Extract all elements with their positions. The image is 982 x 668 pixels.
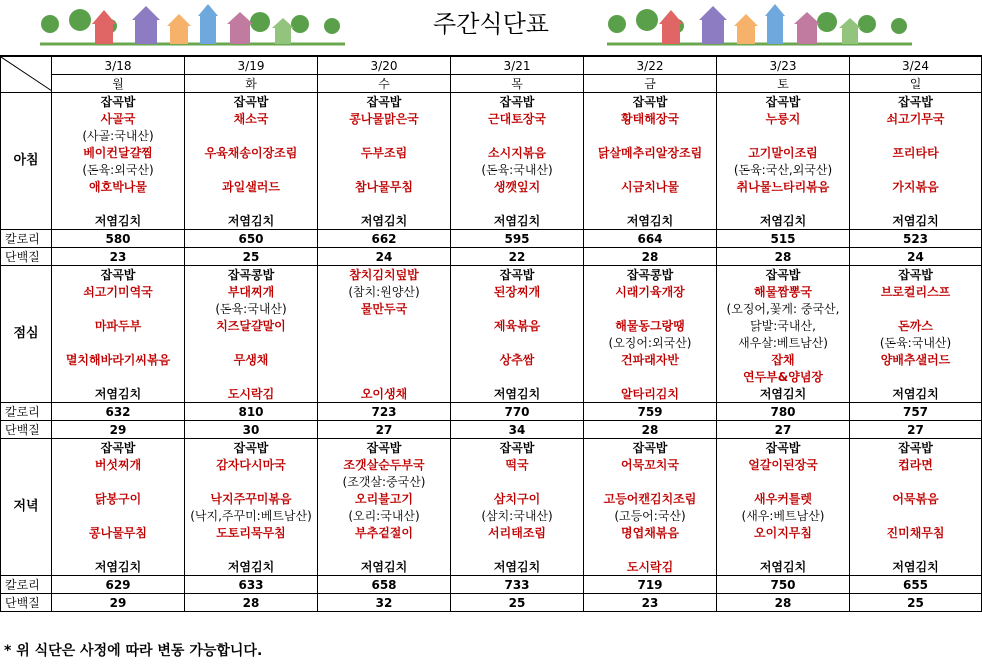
menu-item: 버섯찌개 [52, 456, 185, 473]
menu-item: 저염김치 [318, 558, 451, 576]
menu-item: 참나물무침 [318, 178, 451, 195]
menu-item: 새우살:베트남산) [717, 334, 850, 351]
menu-item: 누룽지 [717, 110, 850, 127]
menu-item: 잡곡밥 [850, 266, 982, 284]
menu-item: 알타리김치 [584, 385, 717, 403]
menu-item: 물만두국 [318, 300, 451, 317]
protein-value: 24 [850, 248, 982, 266]
menu-item [850, 127, 982, 144]
menu-item: 무생채 [185, 351, 318, 368]
menu-item: 사골국 [52, 110, 185, 127]
calorie-value: 757 [850, 403, 982, 421]
menu-item: 닭살메추리알장조림 [584, 144, 717, 161]
menu-item: 저염김치 [850, 558, 982, 576]
menu-item: 오이지무침 [717, 524, 850, 541]
menu-item: (오리:국내산) [318, 507, 451, 524]
menu-item: 저염김치 [717, 558, 850, 576]
day-header: 일 [850, 75, 982, 93]
menu-item: 잡곡밥 [318, 93, 451, 111]
calorie-label: 칼로리 [1, 230, 52, 248]
menu-item [185, 127, 318, 144]
menu-item [717, 473, 850, 490]
protein-value: 24 [318, 248, 451, 266]
menu-item [850, 368, 982, 385]
day-header: 수 [318, 75, 451, 93]
menu-item: 잡곡밥 [52, 439, 185, 457]
village-decoration-right [607, 2, 912, 48]
menu-item [52, 541, 185, 558]
calorie-value: 515 [717, 230, 850, 248]
menu-item: 잡곡밥 [717, 439, 850, 457]
menu-item [185, 334, 318, 351]
menu-item: 도시락김 [185, 385, 318, 403]
menu-item [584, 195, 717, 212]
menu-item: 제육볶음 [451, 317, 584, 334]
menu-item [584, 300, 717, 317]
menu-item [717, 127, 850, 144]
calorie-label: 칼로리 [1, 403, 52, 421]
header [0, 0, 982, 55]
date-header: 3/23 [717, 56, 850, 75]
menu-item: 잡곡콩밥 [185, 266, 318, 284]
menu-item [584, 127, 717, 144]
day-header: 금 [584, 75, 717, 93]
menu-item: (낙지,주꾸미:베트남산) [185, 507, 318, 524]
menu-item [451, 300, 584, 317]
menu-item: 잡곡밥 [584, 93, 717, 111]
menu-item: 잡곡밥 [52, 266, 185, 284]
menu-item: 저염김치 [52, 212, 185, 230]
menu-item: 감자다시마국 [185, 456, 318, 473]
menu-item: 진미채무침 [850, 524, 982, 541]
menu-item: 멸치해바라기씨볶음 [52, 351, 185, 368]
menu-item: 잡곡밥 [185, 93, 318, 111]
date-header: 3/24 [850, 56, 982, 75]
menu-item: 소시지볶음 [451, 144, 584, 161]
menu-item [52, 473, 185, 490]
date-header: 3/21 [451, 56, 584, 75]
menu-item [451, 368, 584, 385]
menu-item: 잡곡밥 [451, 266, 584, 284]
protein-value: 32 [318, 594, 451, 612]
menu-item [52, 195, 185, 212]
menu-item: 저염김치 [52, 385, 185, 403]
protein-value: 22 [451, 248, 584, 266]
menu-item: 잡곡밥 [451, 439, 584, 457]
menu-item [451, 127, 584, 144]
meal-label-lunch: 점심 [1, 266, 52, 403]
menu-item: 저염김치 [451, 385, 584, 403]
menu-item: 브로컬리스프 [850, 283, 982, 300]
menu-item: 고등어캔김치조림 [584, 490, 717, 507]
calorie-value: 580 [52, 230, 185, 248]
menu-item: (조갯살:중국산) [318, 473, 451, 490]
meal-label-breakfast: 아침 [1, 93, 52, 230]
menu-item [318, 161, 451, 178]
menu-item: 잡곡밥 [318, 439, 451, 457]
menu-item: 컵라면 [850, 456, 982, 473]
menu-item: 마파두부 [52, 317, 185, 334]
calorie-value: 759 [584, 403, 717, 421]
menu-item [584, 473, 717, 490]
menu-item [850, 300, 982, 317]
footnote: * 위 식단은 사정에 따라 변동 가능합니다. [4, 643, 263, 659]
menu-item: 황태해장국 [584, 110, 717, 127]
calorie-value: 629 [52, 576, 185, 594]
menu-item: 저염김치 [318, 212, 451, 230]
menu-item: 프리타타 [850, 144, 982, 161]
menu-item: (돈육:국내산) [850, 334, 982, 351]
protein-value: 27 [850, 421, 982, 439]
corner-cell [1, 56, 52, 93]
menu-item: 얼갈이된장국 [717, 456, 850, 473]
menu-item: 잡곡밥 [850, 93, 982, 111]
protein-value: 28 [717, 594, 850, 612]
menu-item [318, 541, 451, 558]
menu-item: 애호박나물 [52, 178, 185, 195]
menu-item: 잡곡밥 [717, 266, 850, 284]
menu-item [52, 368, 185, 385]
menu-item: 저염김치 [451, 212, 584, 230]
menu-item [185, 473, 318, 490]
menu-item: (새우:베트남산) [717, 507, 850, 524]
calorie-value: 662 [318, 230, 451, 248]
menu-item: 낙지주꾸미볶음 [185, 490, 318, 507]
menu-item [451, 334, 584, 351]
menu-item: 어묵볶음 [850, 490, 982, 507]
day-header: 화 [185, 75, 318, 93]
protein-value: 29 [52, 594, 185, 612]
protein-value: 25 [451, 594, 584, 612]
menu-item: 도시락김 [584, 558, 717, 576]
calorie-value: 523 [850, 230, 982, 248]
menu-item: 저염김치 [717, 212, 850, 230]
menu-item: (삼치:국내산) [451, 507, 584, 524]
menu-item: 서리태조림 [451, 524, 584, 541]
menu-item [52, 507, 185, 524]
menu-item: 참치김치덮밥 [318, 266, 451, 284]
calorie-value: 723 [318, 403, 451, 421]
menu-item: 잡곡밥 [850, 439, 982, 457]
menu-item [584, 161, 717, 178]
menu-item: 잡곡밥 [584, 439, 717, 457]
menu-item [185, 368, 318, 385]
menu-item: 저염김치 [850, 212, 982, 230]
menu-item [185, 195, 318, 212]
menu-item [52, 300, 185, 317]
date-header: 3/20 [318, 56, 451, 75]
menu-item [318, 351, 451, 368]
menu-item: 저염김치 [52, 558, 185, 576]
menu-item: 어묵꼬치국 [584, 456, 717, 473]
menu-item: (사골:국내산) [52, 127, 185, 144]
day-header: 목 [451, 75, 584, 93]
protein-value: 28 [185, 594, 318, 612]
calorie-value: 733 [451, 576, 584, 594]
calorie-value: 632 [52, 403, 185, 421]
menu-item: 오이생채 [318, 385, 451, 403]
menu-item: 잡곡밥 [52, 93, 185, 111]
menu-item [52, 334, 185, 351]
menu-item: 삼치구이 [451, 490, 584, 507]
menu-item [451, 473, 584, 490]
protein-value: 25 [185, 248, 318, 266]
menu-item: 시래기육개장 [584, 283, 717, 300]
menu-item: 근대토장국 [451, 110, 584, 127]
menu-item: 채소국 [185, 110, 318, 127]
menu-item: 닭봉구이 [52, 490, 185, 507]
protein-value: 28 [584, 421, 717, 439]
protein-value: 29 [52, 421, 185, 439]
menu-item [185, 161, 318, 178]
menu-item: 저염김치 [185, 212, 318, 230]
menu-item: 저염김치 [850, 385, 982, 403]
calorie-value: 750 [717, 576, 850, 594]
day-header: 토 [717, 75, 850, 93]
menu-item [451, 195, 584, 212]
menu-item: 된장찌개 [451, 283, 584, 300]
menu-item: 가지볶음 [850, 178, 982, 195]
protein-value: 23 [584, 594, 717, 612]
protein-value: 28 [584, 248, 717, 266]
calorie-value: 719 [584, 576, 717, 594]
date-header: 3/22 [584, 56, 717, 75]
protein-value: 23 [52, 248, 185, 266]
menu-item: 저염김치 [185, 558, 318, 576]
protein-label: 단백질 [1, 248, 52, 266]
page-title: 주간식단표 [433, 10, 549, 38]
calorie-value: 650 [185, 230, 318, 248]
menu-item: 콩나물무침 [52, 524, 185, 541]
menu-item [717, 541, 850, 558]
protein-value: 34 [451, 421, 584, 439]
menu-item: 과일샐러드 [185, 178, 318, 195]
menu-item [717, 195, 850, 212]
menu-item: (오징어:외국산) [584, 334, 717, 351]
menu-item: 건파래자반 [584, 351, 717, 368]
menu-item: (고등어:국산) [584, 507, 717, 524]
menu-item: (돈육:외국산) [52, 161, 185, 178]
menu-item [584, 541, 717, 558]
menu-item: 부추겉절이 [318, 524, 451, 541]
calorie-label: 칼로리 [1, 576, 52, 594]
menu-item: 돈까스 [850, 317, 982, 334]
menu-item: 새우커틀렛 [717, 490, 850, 507]
protein-value: 27 [717, 421, 850, 439]
menu-item: 잡채 [717, 351, 850, 368]
menu-item [584, 368, 717, 385]
menu-item: 저염김치 [717, 385, 850, 403]
menu-item: 잡곡콩밥 [584, 266, 717, 284]
menu-item: 치즈달걀말이 [185, 317, 318, 334]
calorie-value: 595 [451, 230, 584, 248]
menu-item: (참치:원양산) [318, 283, 451, 300]
menu-item: 시금치나물 [584, 178, 717, 195]
menu-item [318, 195, 451, 212]
menu-item: 잡곡밥 [717, 93, 850, 111]
meal-label-dinner: 저녁 [1, 439, 52, 576]
menu-item: 쇠고기미역국 [52, 283, 185, 300]
calorie-value: 664 [584, 230, 717, 248]
menu-item: 잡곡밥 [451, 93, 584, 111]
menu-item: 저염김치 [584, 212, 717, 230]
date-header: 3/18 [52, 56, 185, 75]
menu-item: 떡국 [451, 456, 584, 473]
menu-item: 부대찌개 [185, 283, 318, 300]
protein-label: 단백질 [1, 421, 52, 439]
menu-item [850, 541, 982, 558]
menu-item: 취나물느타리볶음 [717, 178, 850, 195]
menu-item [850, 507, 982, 524]
date-header: 3/19 [185, 56, 318, 75]
menu-item [318, 368, 451, 385]
menu-item [850, 473, 982, 490]
menu-item: 조갯살순두부국 [318, 456, 451, 473]
menu-item: 상추쌈 [451, 351, 584, 368]
menu-item: (돈육:국내산) [185, 300, 318, 317]
menu-item [185, 541, 318, 558]
protein-value: 30 [185, 421, 318, 439]
menu-item: 베이컨달걀찜 [52, 144, 185, 161]
menu-item [850, 161, 982, 178]
day-header: 월 [52, 75, 185, 93]
diagonal-line [1, 57, 52, 91]
calorie-value: 655 [850, 576, 982, 594]
menu-item: 명엽채볶음 [584, 524, 717, 541]
menu-item: 콩나물맑은국 [318, 110, 451, 127]
menu-item: 우육채송이장조림 [185, 144, 318, 161]
menu-item [318, 334, 451, 351]
menu-item: 해물동그랑땡 [584, 317, 717, 334]
calorie-value: 633 [185, 576, 318, 594]
menu-item: (돈육:국산,외국산) [717, 161, 850, 178]
menu-item: 생깻잎지 [451, 178, 584, 195]
menu-item: 연두부&양념장 [717, 368, 850, 385]
calorie-value: 810 [185, 403, 318, 421]
menu-item: 두부조림 [318, 144, 451, 161]
protein-value: 25 [850, 594, 982, 612]
menu-item: (오징어,꽃게: 중국산, [717, 300, 850, 317]
calorie-value: 780 [717, 403, 850, 421]
menu-item: 고기말이조림 [717, 144, 850, 161]
protein-value: 28 [717, 248, 850, 266]
protein-value: 27 [318, 421, 451, 439]
menu-item: 잡곡밥 [185, 439, 318, 457]
menu-item: 저염김치 [451, 558, 584, 576]
calorie-value: 658 [318, 576, 451, 594]
menu-item: (돈육:국내산) [451, 161, 584, 178]
menu-item [318, 317, 451, 334]
menu-item [451, 541, 584, 558]
menu-item: 오리불고기 [318, 490, 451, 507]
menu-item: 쇠고기무국 [850, 110, 982, 127]
calorie-value: 770 [451, 403, 584, 421]
menu-item [850, 195, 982, 212]
menu-item: 도토리묵무침 [185, 524, 318, 541]
weekly-menu-table [0, 55, 982, 612]
menu-item: 양배추샐러드 [850, 351, 982, 368]
menu-item: 닭발:국내산, [717, 317, 850, 334]
menu-item: 해물짬뽕국 [717, 283, 850, 300]
protein-label: 단백질 [1, 594, 52, 612]
menu-item [318, 127, 451, 144]
